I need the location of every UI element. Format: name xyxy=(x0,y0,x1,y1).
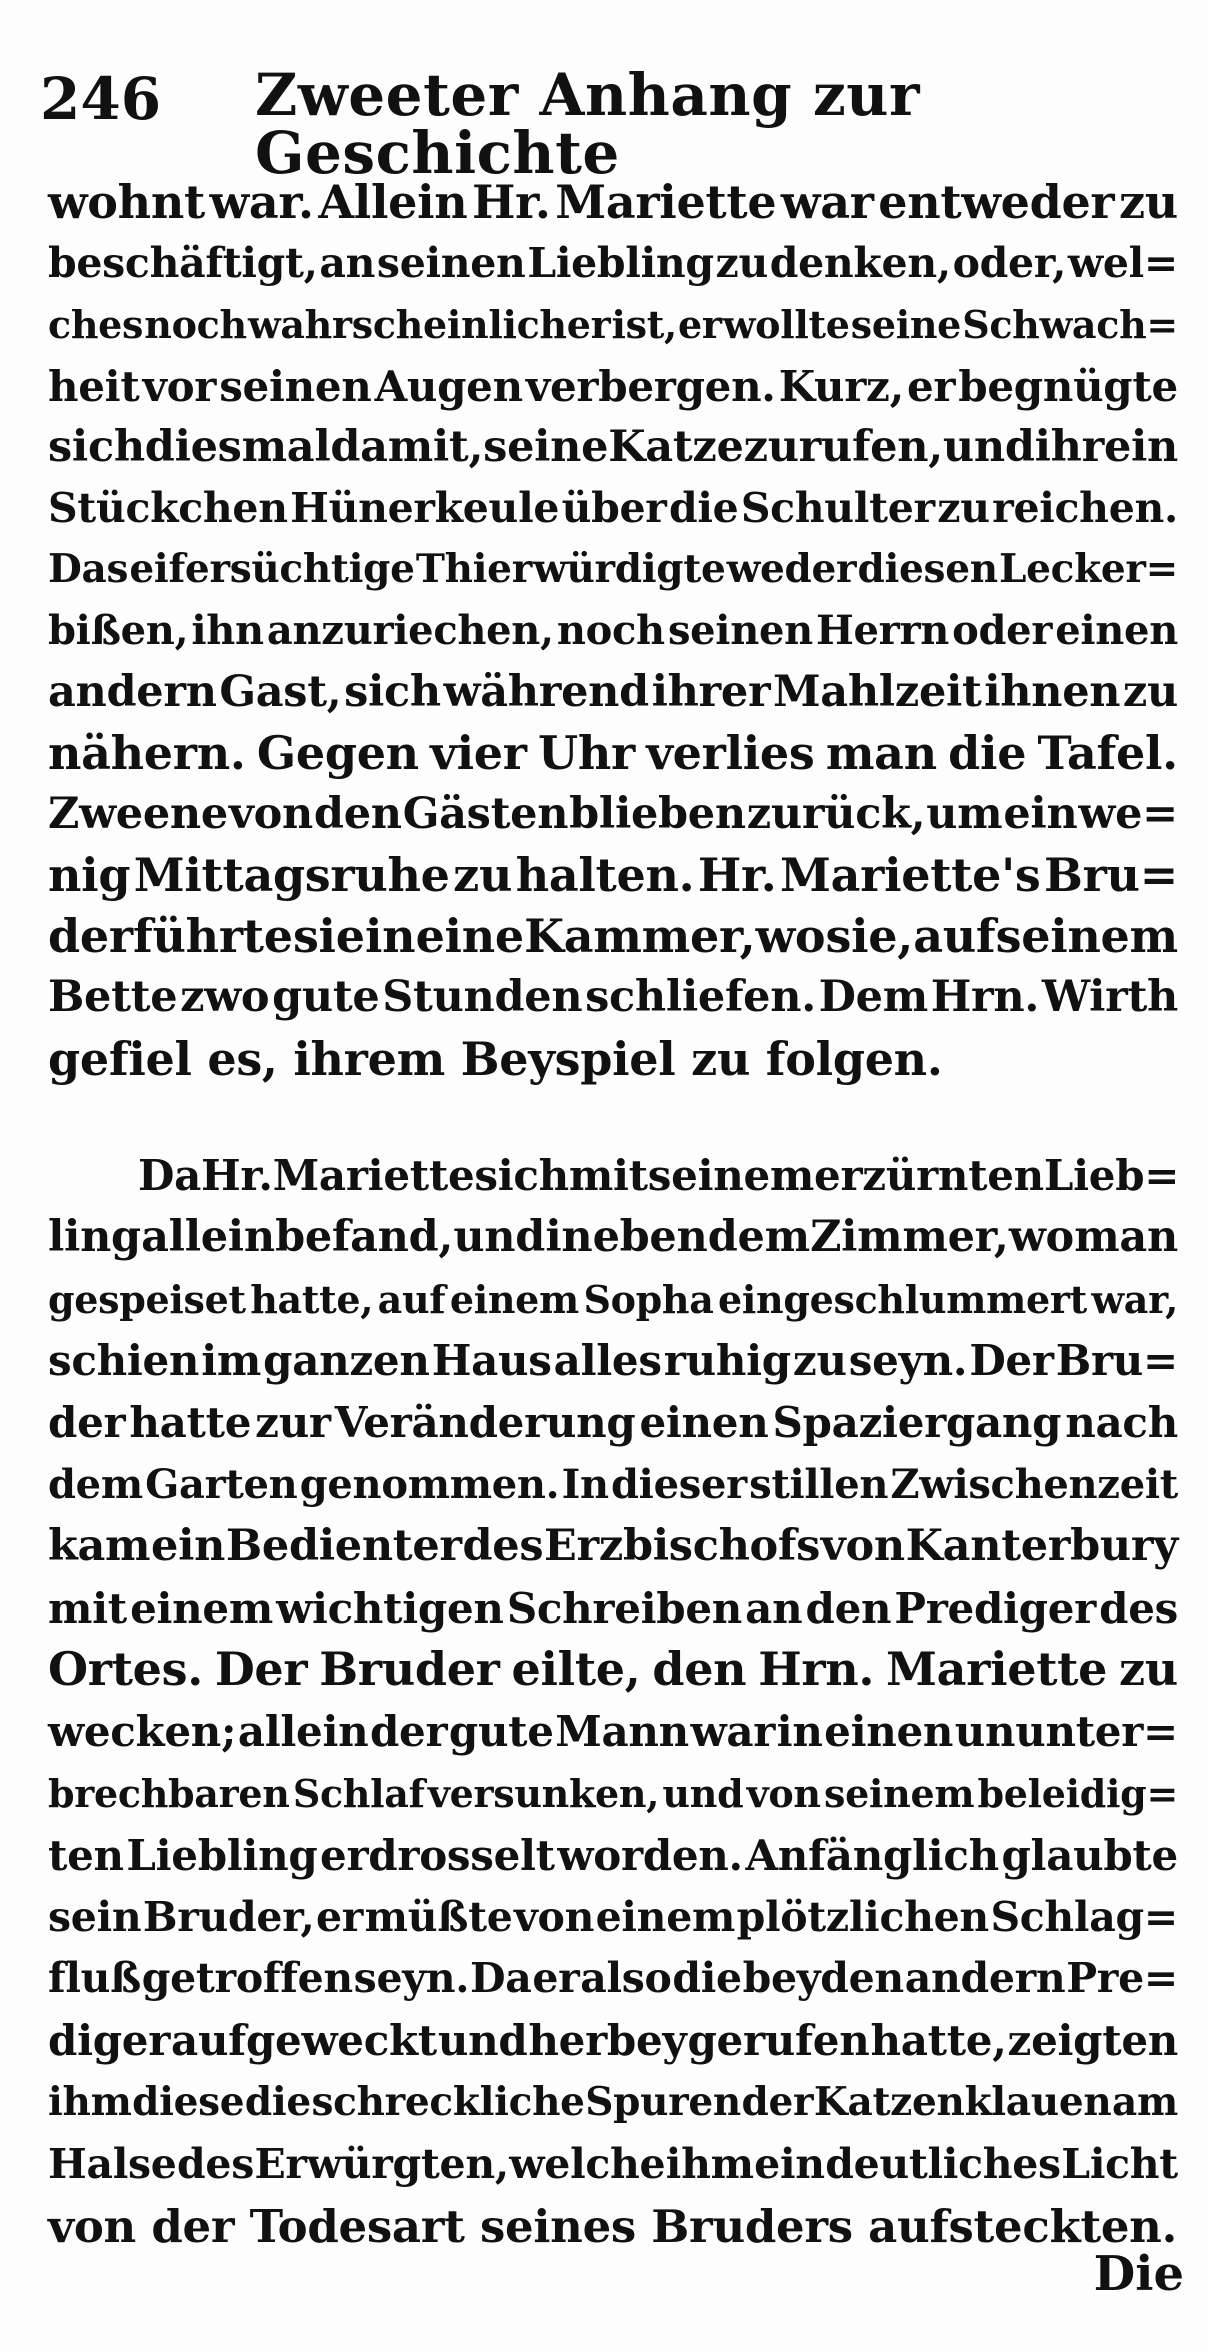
text-line: Bette zwo gute Stunden schliefen. Dem Hrn. Wirth xyxy=(48,972,1178,1023)
text-line: fluß getroffen seyn. Da er also die beyden andern Pre= xyxy=(48,1954,1178,2003)
text-line: der führte sie in eine Kammer, wo sie, auf seinem xyxy=(48,909,1178,964)
text-line: ten Liebling erdrosselt worden. Anfänglich glaubte xyxy=(48,1830,1178,1880)
text-line: kam ein Bedienter des Erzbischofs von Kanterbury xyxy=(48,1520,1178,1571)
paragraph-1 xyxy=(48,172,1178,1090)
text-line: mit einem wichtigen Schreiben an den Prediger des xyxy=(48,1583,1178,1633)
text-line: andern Gast, sich während ihrer Mahlzeit ihnen zu xyxy=(48,666,1178,717)
text-line: ling allein befand, und in eben dem Zimmer, wo man xyxy=(48,1211,1178,1262)
text-line: beschäftigt, an seinen Liebling zu denken, oder, wel= xyxy=(48,239,1178,288)
text-line: Stückchen Hünerkeule über die Schulter zu reichen. xyxy=(48,483,1178,532)
catchword: Die xyxy=(1093,2246,1184,2302)
text-line: wecken; allein der gute Mann war in einen ununter= xyxy=(48,1707,1178,1757)
paragraph-2 xyxy=(48,1145,1178,2257)
page-number: 246 xyxy=(40,65,162,133)
text-line: sich diesmal damit, seine Katze zu rufen, und ihr ein xyxy=(48,421,1179,472)
text-line: Ortes. Der Bruder eilte, den Hrn. Mariette zu xyxy=(48,1642,1178,1697)
text-line: ihm diese die schreckliche Spuren der Katzenklauen am xyxy=(48,2078,1178,2125)
text-line: sein Bruder, er müßte von einem plötzlichen Schlag= xyxy=(48,1892,1178,1941)
text-line: Halse des Erwürgten, welche ihm ein deutliches Licht xyxy=(48,2139,1178,2188)
running-head: Zweeter Anhang zur Geschichte xyxy=(255,61,921,187)
text-line: Das eifersüchtige Thier würdigte weder diesen Lecker= xyxy=(48,546,1178,593)
text-line: gefiel es, ihrem Beyspiel zu folgen. xyxy=(48,1031,943,1086)
text-line: Zweene von den Gästen blieben zurück, um ein we= xyxy=(48,788,1178,839)
text-line: nähern. Gegen vier Uhr verlies man die Tafel. xyxy=(48,725,1178,780)
text-line: bißen, ihn anzuriechen, noch seinen Herrn oder einen xyxy=(48,607,1178,655)
text-line: Da Hr. Mariette sich mit seinem erzürnten Lieb= xyxy=(138,1151,1180,1200)
text-line: wohnt war. Allein Hr. Mariette war entweder zu xyxy=(48,175,1178,229)
page-header xyxy=(40,48,1160,187)
text-line: der hatte zur Veränderung einen Spaziergang nach xyxy=(48,1398,1178,1448)
text-line: von der Todesart seines Bruders aufsteckten. xyxy=(48,2199,1177,2253)
text-line: ches noch wahrscheinlicher ist, er wollte seine Schwach= xyxy=(48,302,1178,348)
text-line: schien im ganzen Haus alles ruhig zu seyn. Der Bru= xyxy=(48,1336,1178,1386)
text-line: nig Mittagsruhe zu halten. Hr. Mariette's Bru= xyxy=(48,848,1178,903)
text-line: diger aufgeweckt und herbey gerufen hatte, zeigten xyxy=(48,2016,1178,2066)
text-line: gespeiset hatte, auf einem Sopha eingeschlummert war, xyxy=(48,1276,1178,1322)
text-line: dem Garten genommen. In dieser stillen Zwischenzeit xyxy=(48,1460,1178,1508)
text-line: heit vor seinen Augen verbergen. Kurz, er begnügte xyxy=(48,361,1178,411)
text-line: brechbaren Schlaf versunken, und von seinem beleidig= xyxy=(48,1770,1178,1816)
